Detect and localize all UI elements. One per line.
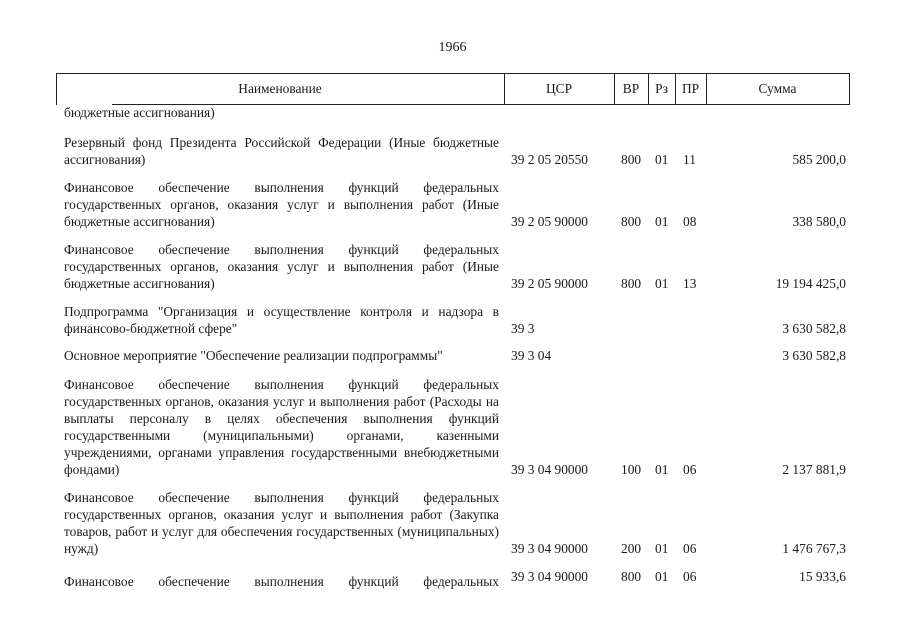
row-csr: 39 2 05 90000	[511, 214, 588, 229]
row-name: Резервный фонд Президента Российской Федерации (Иные бюджетные ассигнования)	[64, 135, 499, 167]
header-vr: ВР	[622, 81, 640, 96]
row-name: Финансовое обеспечение выполнения функций федеральных государственных органов, оказания услуг и выполнения работ (Закупка товаров, работ и услуг для обеспечения государственных (муниципальных) нужд)	[64, 490, 499, 556]
row-pr: 13	[683, 276, 697, 291]
row-name: Финансовое обеспечение выполнения функций федеральных государственных органов, оказания услуг и выполнения работ (Иные бюджетные ассигнования)	[64, 180, 499, 229]
header-rz: Рз	[655, 81, 668, 96]
row-name: Основное мероприятие "Обеспечение реализации подпрограммы"	[64, 348, 443, 363]
row-rz: 01	[655, 276, 669, 291]
row-vr: 800	[621, 214, 642, 229]
row-vr: 800	[621, 569, 642, 584]
row-csr: 39 2 05 20550	[511, 152, 588, 167]
row-rz: 01	[655, 214, 669, 229]
row-pr: 11	[683, 152, 696, 167]
row-name: Финансовое обеспечение выполнения функций федеральных государственных органов, оказания услуг и выполнения работ (Иные бюджетные ассигнования)	[64, 242, 499, 291]
row-pr: 06	[683, 462, 697, 477]
row-name: Финансовое обеспечение выполнения функций федеральных	[64, 574, 499, 589]
row-sum: 338 580,0	[792, 214, 846, 229]
row-name: Финансовое обеспечение выполнения функций федеральных государственных органов, оказания услуг и выполнения работ (Расходы на выплаты персоналу в целях обеспечения выполнения функций государственными (муниципальными) органами, казенными учреждениями, органами управления государственными внебюджетными фондами)	[64, 377, 499, 477]
row-sum: 3 630 582,8	[782, 321, 846, 336]
row-rz: 01	[655, 462, 669, 477]
header-name: Наименование	[238, 81, 322, 96]
row-csr: 39 2 05 90000	[511, 276, 588, 291]
header-pr: ПР	[681, 81, 700, 96]
row-csr: 39 3 04	[511, 348, 552, 363]
row-csr: 39 3 04 90000	[511, 462, 588, 477]
row-pr: 06	[683, 569, 697, 584]
header-sum: Сумма	[758, 81, 797, 96]
row-vr: 800	[621, 276, 642, 291]
header-top-border	[56, 73, 850, 74]
row-csr: 39 3	[511, 321, 535, 336]
row-rz: 01	[655, 541, 669, 556]
row-name: бюджетные ассигнования)	[64, 105, 215, 120]
row-vr: 100	[621, 462, 642, 477]
table-header	[56, 73, 850, 105]
row-sum: 2 137 881,9	[782, 462, 846, 477]
row-vr: 800	[621, 152, 642, 167]
header-divider	[849, 73, 850, 105]
row-csr: 39 3 04 90000	[511, 569, 588, 584]
row-name: Подпрограмма "Организация и осуществление контроля и надзора в финансово-бюджетной сфере"	[64, 304, 499, 336]
row-pr: 06	[683, 541, 697, 556]
row-sum: 1 476 767,3	[782, 541, 846, 556]
row-rz: 01	[655, 152, 669, 167]
row-sum: 585 200,0	[792, 152, 846, 167]
row-pr: 08	[683, 214, 697, 229]
row-csr: 39 3 04 90000	[511, 541, 588, 556]
row-vr: 200	[621, 541, 642, 556]
row-rz: 01	[655, 569, 669, 584]
row-sum: 3 630 582,8	[782, 348, 846, 363]
page-number: 1966	[438, 40, 467, 55]
row-sum: 19 194 425,0	[775, 276, 846, 291]
header-csr: ЦСР	[545, 81, 573, 96]
row-sum: 15 933,6	[799, 569, 846, 584]
